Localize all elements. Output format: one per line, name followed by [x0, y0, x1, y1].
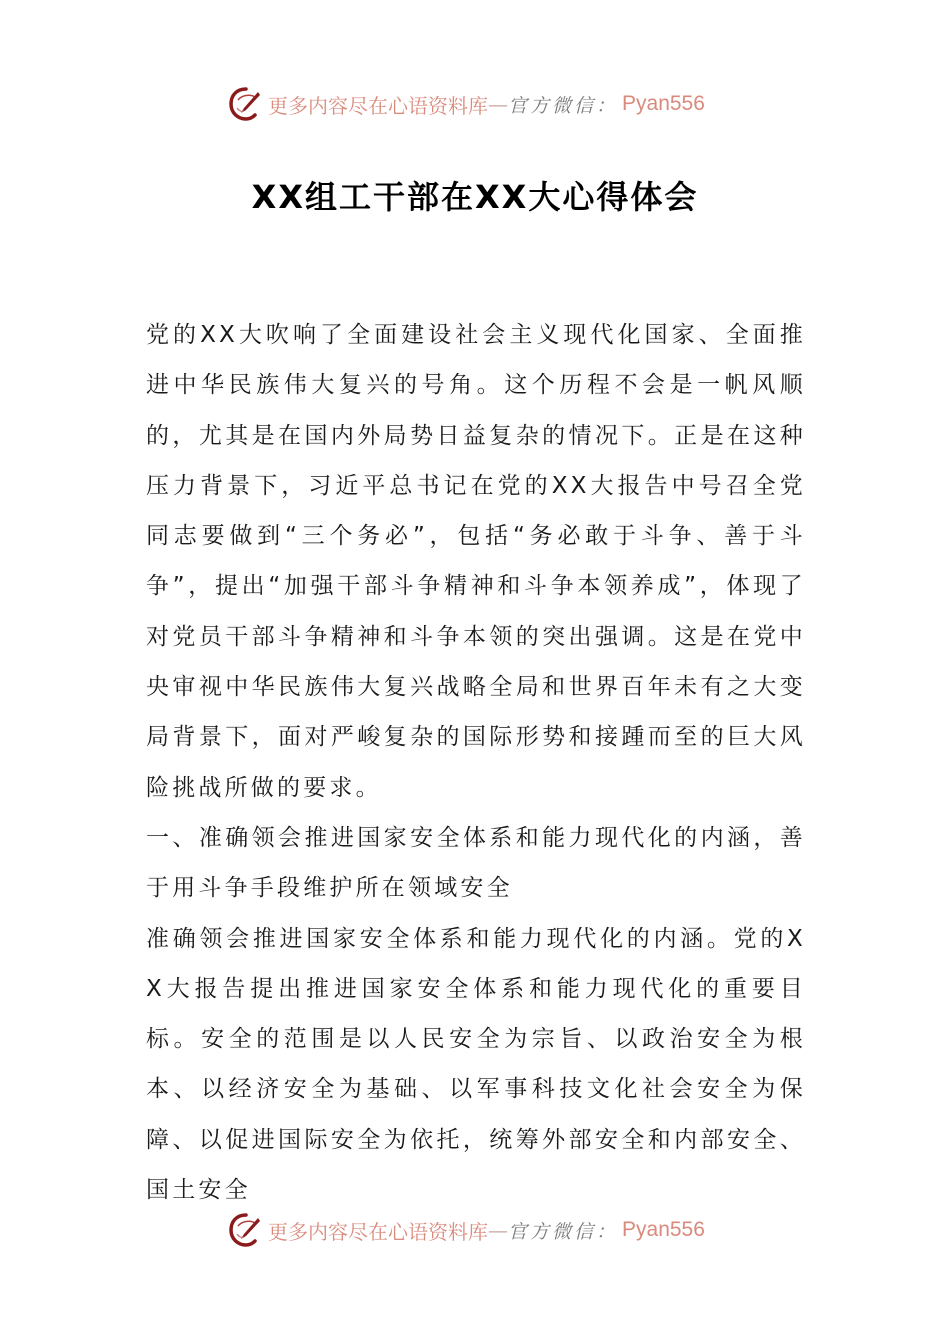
watermark-dash: — [488, 92, 508, 116]
watermark-site-text: 更多内容尽在心语资料库 [268, 93, 488, 118]
watermark-site-text: 更多内容尽在心语资料库 [268, 1219, 488, 1244]
watermark-wechat-id: Pyan556 [622, 1218, 705, 1241]
paragraph-intro: 党的XX大吹响了全面建设社会主义现代化国家、全面推进中华民族伟大复兴的号角。这个历程不会是一帆风顺的，尤其是在国内外局势日益复杂的情况下。正是在这种压力背景下，习近平总书记在党的XX大报告中号召全党同志要做到“三个务必”，包括“务必敢于斗争、善于斗争”，提出“加强干部斗争精神和斗争本领养成”，体现了对党员干部斗争精神和斗争本领的突出强调。这是在党中央审视中华民族伟大复兴战略全局和世界百年未有之大变局背景下，面对严峻复杂的国际形势和接踵而至的巨大风险挑战所做的要求。 [146, 322, 806, 801]
quill-pen-logo-icon [228, 86, 264, 122]
quill-pen-logo-icon [228, 1212, 264, 1248]
watermark-wechat-id: Pyan556 [622, 92, 705, 115]
paragraph-section-1: 准确领会推进国家安全体系和能力现代化的内涵。党的XX大报告提出推进国家安全体系和能力现代化的重要目标。安全的范围是以人民安全为宗旨、以政治安全为根本、以经济安全为基础、以军事科技文化社会安全为保障、以促进国际安全为依托，统筹外部安全和内部安全、国土安全 [146, 925, 806, 1204]
footer-watermark [228, 1210, 705, 1250]
watermark-wechat-label: 官方微信： [508, 1220, 619, 1243]
document-title: XX组工干部在XX大心得体会 [251, 178, 699, 216]
watermark-wechat-label: 官方微信： [508, 94, 619, 117]
document-body [146, 310, 806, 1215]
section-heading-1: 一、准确领会推进国家安全体系和能力现代化的内涵，善于用斗争手段维护所在领域安全 [146, 824, 806, 902]
header-watermark [228, 84, 705, 124]
watermark-dash: — [488, 1218, 508, 1242]
